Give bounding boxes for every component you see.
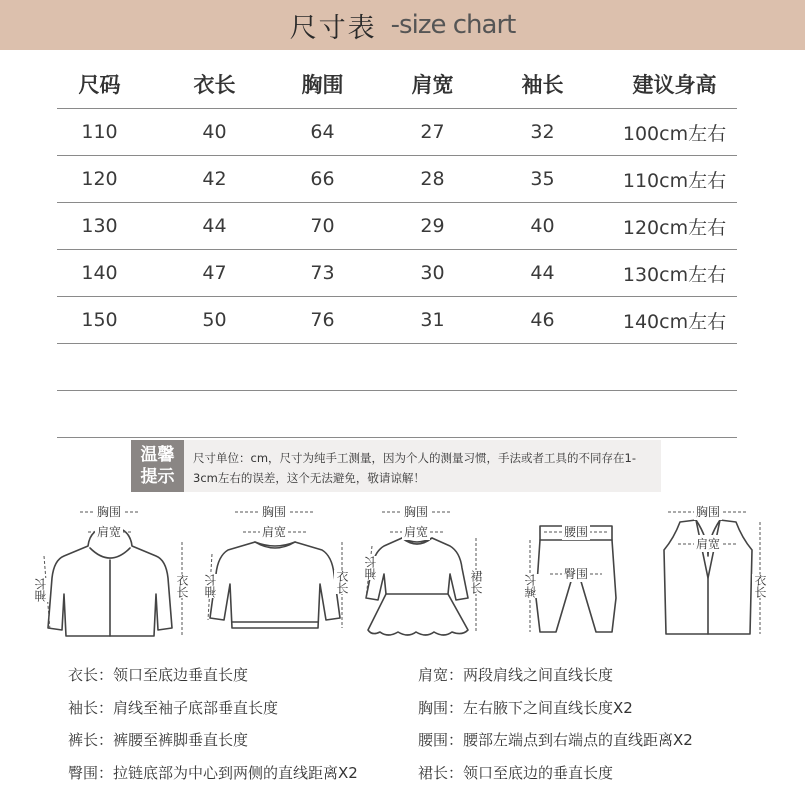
jacket-icon [48, 526, 172, 636]
header-height: 建议身高 [632, 73, 717, 97]
definition-pants-length: 裤长：裤腰至裤脚垂直长度 [68, 731, 249, 749]
tip-badge [131, 440, 184, 492]
label-shoulder-2: 肩宽 [262, 525, 287, 539]
table-row [57, 109, 737, 156]
label-skirt-length: 裙长 [469, 570, 483, 594]
cell-sleeve: 35 [530, 168, 555, 190]
tip-text: 尺寸单位：cm，尺寸为纯手工测量，因为个人的测量习惯，手法或者工具的不同存在1-3cm左右的误差，这个无法避免，敬请谅解！ [193, 451, 636, 485]
tip-badge-line2: 提示 [140, 467, 175, 487]
empty-row [57, 391, 737, 438]
label-chest-3: 胸围 [404, 505, 429, 519]
header-shoulder: 肩宽 [411, 73, 454, 97]
cell-chest: 64 [310, 121, 335, 143]
label-hip: 臀围 [564, 567, 589, 581]
cell-sleeve: 46 [530, 309, 555, 331]
sweatshirt-icon [210, 542, 340, 628]
definition-hip: 臀围：拉链底部为中心到两侧的直线距离X2 [68, 764, 358, 782]
cell-chest: 70 [310, 215, 335, 237]
label-length-2: 衣长 [335, 570, 349, 594]
header-length: 衣长 [193, 73, 236, 97]
table-row [57, 203, 737, 250]
measurement-figures [30, 498, 790, 648]
label-length-1: 衣长 [175, 574, 189, 598]
figures-svg [30, 498, 790, 648]
header-chest: 胸围 [301, 73, 344, 97]
label-sleeve-2: 袖长 [204, 574, 218, 598]
label-chest-2: 胸围 [262, 505, 287, 519]
cell-shoulder: 27 [420, 121, 445, 143]
definition-chest: 胸围：左右腋下之间直线长度X2 [418, 699, 633, 717]
cell-size: 150 [81, 309, 118, 331]
cell-height: 110cm左右 [622, 169, 727, 192]
dress-icon [366, 538, 468, 635]
label-shoulder-5: 肩宽 [696, 537, 721, 551]
cell-length: 50 [202, 309, 227, 331]
title-chinese: 尺寸表 [289, 12, 377, 44]
table-row [57, 156, 737, 203]
label-shoulder-1: 肩宽 [97, 525, 122, 539]
label-length-5: 衣长 [753, 574, 767, 598]
label-chest-1: 胸围 [97, 505, 122, 519]
label-pants-length: 裤长 [524, 574, 538, 598]
label-chest-5: 胸围 [696, 505, 721, 519]
definition-length: 衣长：领口至底边垂直长度 [68, 666, 249, 684]
cell-size: 110 [81, 121, 118, 143]
empty-row [57, 344, 737, 391]
label-sleeve-1: 袖长 [34, 578, 48, 602]
cell-size: 120 [81, 168, 118, 190]
cell-shoulder: 30 [420, 262, 445, 284]
cell-length: 47 [202, 262, 227, 284]
definition-shoulder: 肩宽：两段肩线之间直线长度 [418, 666, 614, 684]
label-sleeve-3: 袖长 [364, 556, 378, 580]
table-header-row [57, 60, 737, 109]
definition-skirt-length: 裙长：领口至底边的垂直长度 [418, 764, 614, 782]
title-english: -size chart [390, 10, 516, 40]
size-table [57, 60, 737, 438]
table-row [57, 297, 737, 344]
header-sleeve: 袖长 [521, 73, 564, 97]
cell-shoulder: 29 [420, 215, 445, 237]
label-waist: 腰围 [564, 525, 589, 539]
cell-sleeve: 40 [530, 215, 555, 237]
title-banner [0, 0, 805, 50]
cell-height: 140cm左右 [622, 310, 727, 333]
definition-waist: 腰围：腰部左端点到右端点的直线距离X2 [418, 731, 693, 749]
table-row [57, 250, 737, 297]
cell-shoulder: 31 [420, 309, 445, 331]
cell-length: 42 [202, 168, 227, 190]
cell-sleeve: 32 [530, 121, 555, 143]
tip-badge-line1: 温馨 [140, 445, 175, 465]
header-size: 尺码 [78, 73, 121, 97]
definition-sleeve: 袖长：肩线至袖子底部垂直长度 [68, 699, 279, 717]
cell-height: 120cm左右 [622, 216, 727, 239]
cell-chest: 76 [310, 309, 335, 331]
cell-chest: 66 [310, 168, 335, 190]
tip-box [131, 440, 661, 492]
label-shoulder-3: 肩宽 [404, 525, 429, 539]
cell-height: 130cm左右 [622, 263, 727, 286]
cell-length: 44 [202, 215, 227, 237]
cell-chest: 73 [310, 262, 335, 284]
cell-height: 100cm左右 [622, 122, 727, 145]
cell-length: 40 [202, 121, 227, 143]
cell-shoulder: 28 [420, 168, 445, 190]
cell-sleeve: 44 [530, 262, 555, 284]
cell-size: 130 [81, 215, 118, 237]
cell-size: 140 [81, 262, 118, 284]
